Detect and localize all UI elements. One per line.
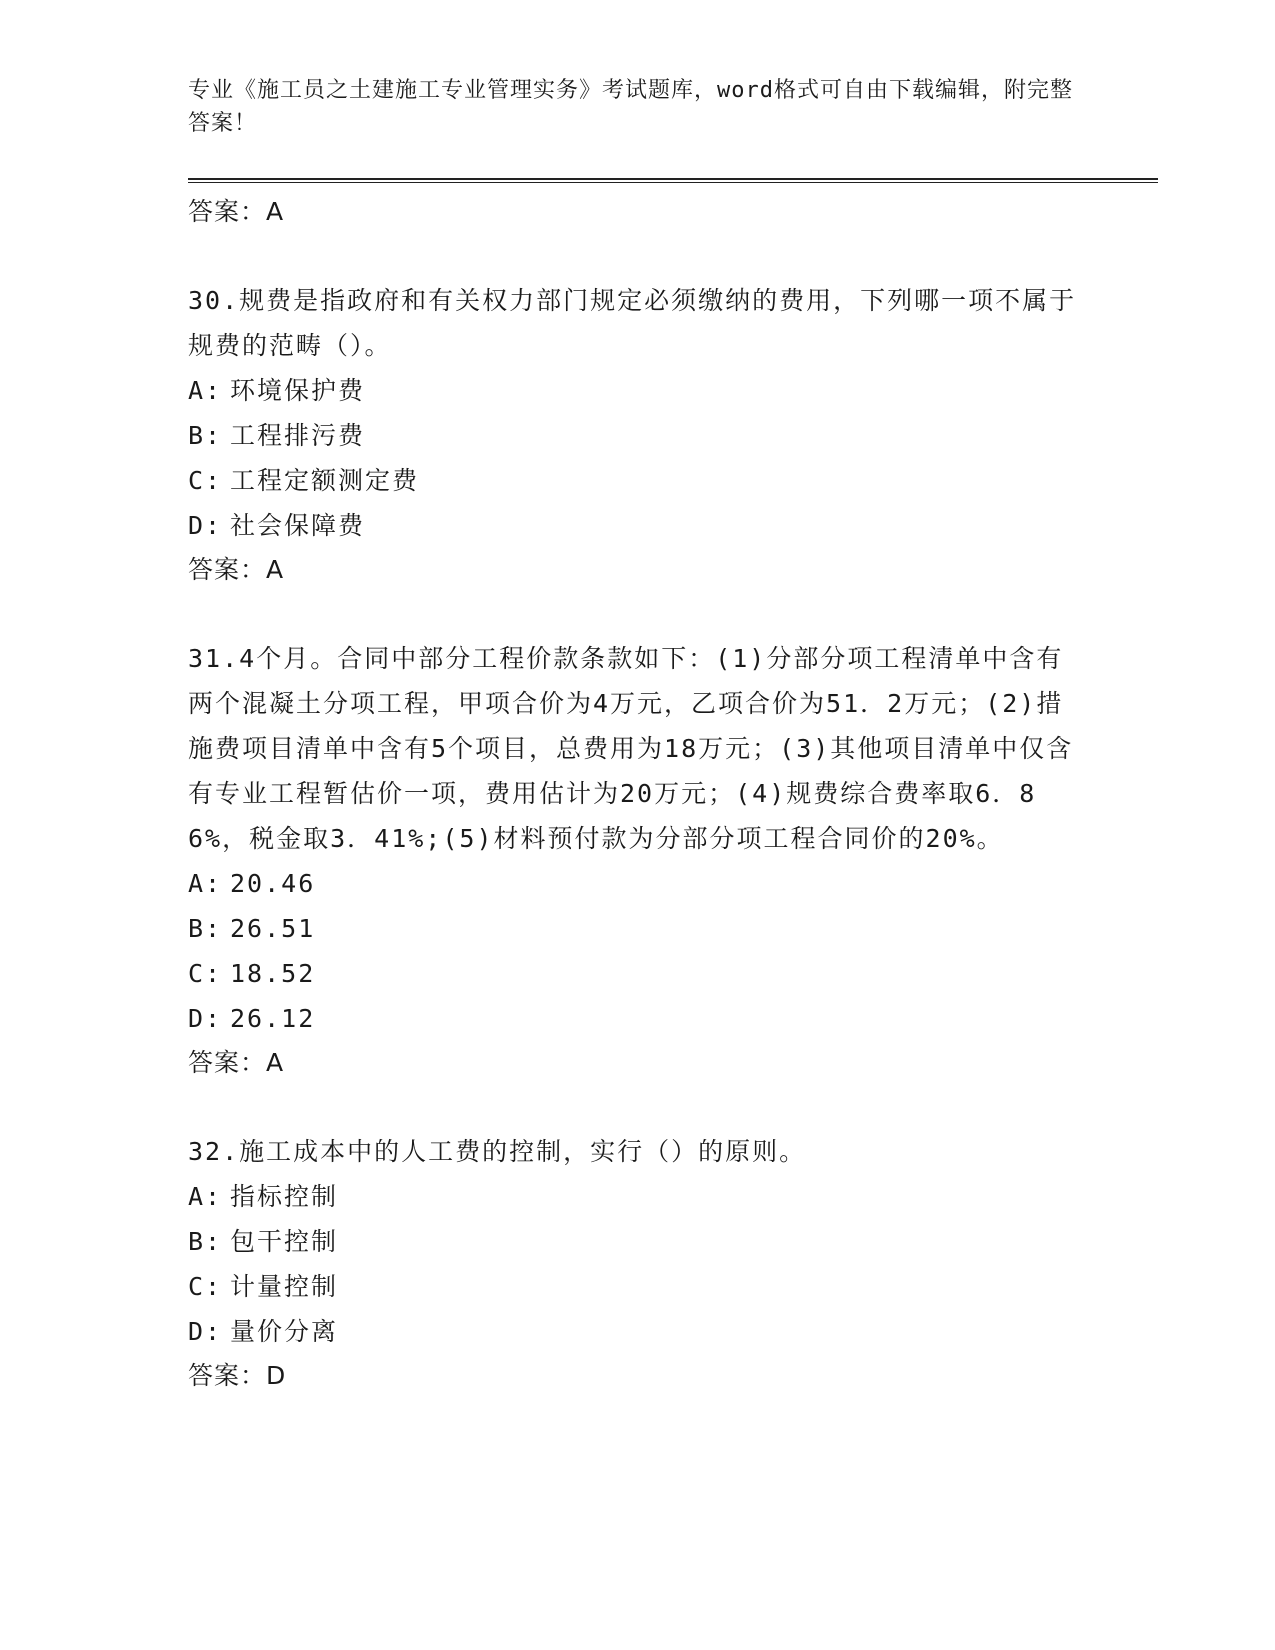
option-text: 量价分离 (230, 1317, 339, 1346)
option-letter: C: (188, 959, 223, 988)
option-letter: D: (188, 1004, 223, 1033)
option-letter: A: (188, 1182, 223, 1211)
question-32 (188, 1129, 1088, 1398)
header-divider (188, 178, 1158, 183)
option-c (188, 1264, 1088, 1309)
option-a (188, 1174, 1088, 1219)
option-b (188, 1219, 1088, 1264)
answer-line: 答案：A (188, 555, 285, 584)
option-a (188, 368, 1088, 413)
option-letter: B: (188, 914, 223, 943)
option-d (188, 996, 1088, 1041)
option-letter: A: (188, 869, 223, 898)
option-text: 工程排污费 (230, 421, 366, 450)
option-text: 26.51 (230, 914, 316, 943)
option-letter: B: (188, 421, 223, 450)
question-stem: 31.4个月。合同中部分工程价款条款如下：(1)分部分项工程清单中含有两个混凝土分项工程，甲项合价为4万元，乙项合价为51．2万元；(2)措施费项目清单中含有5个项目，总费用为18万元；(3)其他项目清单中仅含有专业工程暂估价一项，费用估计为20万元；(4)规费综合费率取6．86%，税金取3．41%;(5)材料预付款为分部分项工程合同价的20%。 (188, 644, 1074, 853)
option-text: 计量控制 (230, 1272, 339, 1301)
option-letter: D: (188, 1317, 223, 1346)
question-stem: 30.规费是指政府和有关权力部门规定必须缴纳的费用，下列哪一项不属于规费的范畴（）。 (188, 286, 1077, 360)
option-text: 26.12 (230, 1004, 316, 1033)
option-letter: A: (188, 376, 223, 405)
option-c (188, 458, 1088, 503)
option-text: 20.46 (230, 869, 316, 898)
option-text: 工程定额测定费 (230, 466, 420, 495)
option-letter: D: (188, 511, 223, 540)
option-text: 18.52 (230, 959, 316, 988)
option-b (188, 906, 1088, 951)
option-letter: C: (188, 466, 223, 495)
option-text: 指标控制 (230, 1182, 339, 1211)
answer-line: 答案：A (188, 1048, 285, 1077)
answer-line: 答案：D (188, 1361, 287, 1390)
option-letter: C: (188, 1272, 223, 1301)
option-a (188, 861, 1088, 906)
question-31 (188, 636, 1088, 1085)
option-text: 环境保护费 (230, 376, 366, 405)
answer-line: 答案：A (188, 197, 285, 226)
document-header: 专业《施工员之土建施工专业管理实务》考试题库，word格式可自由下载编辑，附完整答案！ (188, 78, 1073, 136)
option-b (188, 413, 1088, 458)
question-list (188, 190, 1088, 1398)
option-text: 社会保障费 (230, 511, 366, 540)
option-letter: B: (188, 1227, 223, 1256)
question-stem: 32.施工成本中的人工费的控制，实行（）的原则。 (188, 1137, 807, 1166)
question-30 (188, 278, 1088, 592)
option-d (188, 503, 1088, 548)
option-c (188, 951, 1088, 996)
option-text: 包干控制 (230, 1227, 339, 1256)
option-d (188, 1309, 1088, 1354)
